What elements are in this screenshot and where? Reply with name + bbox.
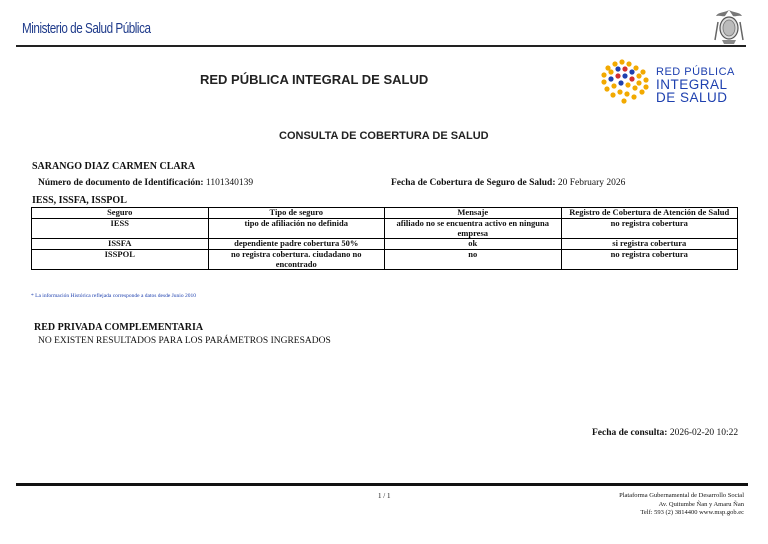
document-number-value: 1101340139 bbox=[205, 178, 254, 188]
column-header: Mensaje bbox=[385, 208, 562, 219]
table-cell: no bbox=[385, 250, 562, 270]
footer-line: Telf: 593 (2) 3814400 www.msp.gob.ec bbox=[640, 509, 744, 516]
table-cell: si registra cobertura bbox=[561, 239, 738, 250]
section-title: IESS, ISSFA, ISSPOL bbox=[32, 195, 127, 206]
logo-line: RED PÚBLICA bbox=[656, 66, 735, 78]
historical-footnote: * La información Histórica reflejada corresponde a datos desde Junio 2010 bbox=[31, 293, 196, 299]
table-row bbox=[32, 219, 738, 239]
table-cell: ok bbox=[385, 239, 562, 250]
ministry-name: Ministerio de Salud Pública bbox=[22, 20, 151, 37]
table-cell: no registra cobertura bbox=[561, 219, 738, 239]
table-cell: ISSFA bbox=[32, 239, 209, 250]
table-header-row bbox=[32, 208, 738, 219]
table-cell: no registra cobertura bbox=[561, 250, 738, 270]
coverage-date-value: 20 February 2026 bbox=[557, 178, 626, 188]
query-date bbox=[592, 428, 738, 438]
coverage-table bbox=[31, 207, 738, 270]
query-date-value: 2026-02-20 10:22 bbox=[669, 428, 739, 438]
private-network-message: NO EXISTEN RESULTADOS PARA LOS PARÁMETROS INGRESADOS bbox=[38, 336, 331, 346]
footer-line: Av. Quitumbe Ñan y Amaru Ñan bbox=[658, 500, 744, 508]
page-number: 1 / 1 bbox=[378, 492, 391, 500]
ecuador-coat-of-arms-icon bbox=[710, 8, 748, 46]
coverage-date bbox=[391, 178, 625, 188]
table-row bbox=[32, 239, 738, 250]
column-header: Seguro bbox=[32, 208, 209, 219]
table-cell: dependiente padre cobertura 50% bbox=[208, 239, 385, 250]
footer-line: Plataforma Gubernamental de Desarrollo Social bbox=[619, 492, 744, 499]
table-cell: tipo de afiliación no definida bbox=[208, 219, 385, 239]
column-header: Tipo de seguro bbox=[208, 208, 385, 219]
query-date-label: Fecha de consulta: bbox=[592, 428, 668, 438]
page-title: RED PÚBLICA INTEGRAL DE SALUD bbox=[200, 72, 429, 87]
table-cell: ISSPOL bbox=[32, 250, 209, 270]
header-divider bbox=[16, 45, 746, 47]
table-cell: no registra cobertura. ciudadano no encontrado bbox=[208, 250, 385, 270]
table-row bbox=[32, 250, 738, 270]
report-subtitle: CONSULTA DE COBERTURA DE SALUD bbox=[279, 130, 489, 142]
column-header: Registro de Cobertura de Atención de Salud bbox=[561, 208, 738, 219]
logo-line: DE SALUD bbox=[656, 90, 728, 105]
table-cell: IESS bbox=[32, 219, 209, 239]
footer-address bbox=[619, 492, 744, 518]
person-name: SARANGO DIAZ CARMEN CLARA bbox=[32, 161, 196, 172]
footer-divider bbox=[16, 483, 748, 486]
logo-line: INTEGRAL bbox=[656, 77, 728, 92]
document-number-label: Número de documento de Identificación: bbox=[38, 178, 204, 188]
private-network-title: RED PRIVADA COMPLEMENTARIA bbox=[34, 322, 204, 333]
document-number bbox=[38, 178, 253, 188]
table-cell: afiliado no se encuentra activo en ninguna empresa bbox=[385, 219, 562, 239]
rpis-logo-text bbox=[656, 66, 735, 104]
coverage-date-label: Fecha de Cobertura de Seguro de Salud: bbox=[391, 178, 556, 188]
